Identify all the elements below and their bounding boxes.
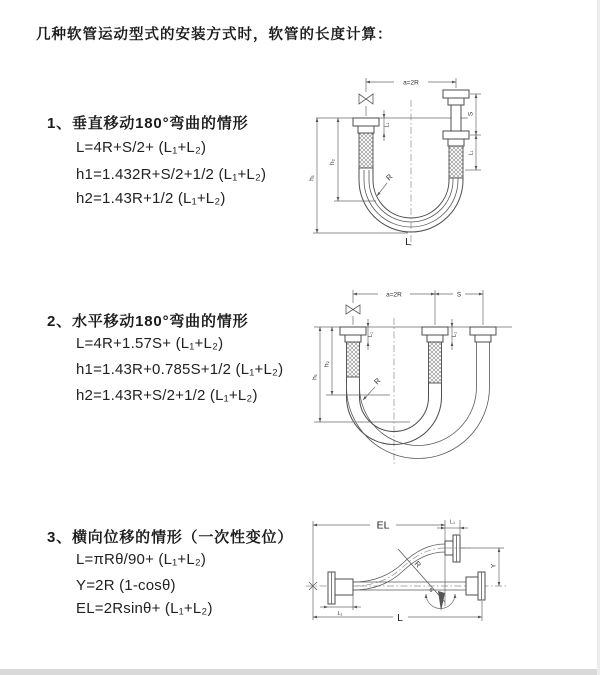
- scan-edge-bottom: [0, 669, 600, 675]
- dim-label-y: Y: [490, 563, 498, 569]
- radius-label: R: [412, 559, 423, 570]
- section-3-formula-Y: Y=2R (1-cosθ): [76, 577, 176, 594]
- page-title: 几种软管运动型式的安装方式时，软管的长度计算：: [36, 27, 393, 43]
- section-2-formula-L: L=4R+1.57S+ (L₁+L₂): [76, 335, 224, 352]
- section-3-formula-EL: EL=2Rsinθ+ (L₁+L₂): [76, 600, 213, 617]
- displaced-flange: [445, 535, 460, 562]
- section-1-formula-L: L=4R+S/2+ (L₁+L₂): [76, 139, 207, 156]
- dim-label-l1-top: L₁: [450, 519, 455, 526]
- dim-label-a2r: a=2R: [386, 291, 402, 299]
- angle-label: θ: [429, 588, 433, 594]
- moving-hose-end-pos1: [422, 327, 448, 383]
- dim-label-s: S: [467, 111, 475, 117]
- dim-label-s: S: [456, 291, 462, 299]
- valve-icon: [359, 94, 373, 104]
- radius-label: R: [384, 172, 395, 183]
- left-hose-end: [353, 118, 379, 168]
- length-label: L: [405, 236, 411, 248]
- valve-icon: [346, 305, 360, 314]
- dim-label-h2: h₂: [329, 158, 336, 166]
- section-3-formula-L: L=πRθ/90+ (L₁+L₂): [76, 551, 207, 568]
- fixed-hose-end: [340, 327, 366, 377]
- dim-label-h1: h₁: [308, 175, 316, 181]
- dim-label-el: EL: [376, 519, 390, 532]
- section-2-formula-h2: h2=1.43R+S/2+1/2 (L₁+L₂): [76, 387, 258, 404]
- diagram-horizontal-180-bend: [306, 282, 566, 477]
- dim-label-h1: h₁: [311, 374, 319, 380]
- dim-label-l1-right: L₁: [468, 150, 475, 156]
- radius-label: R: [372, 376, 383, 387]
- dim-label-l1-left: L₁: [337, 611, 343, 617]
- dim-label-l: L: [397, 612, 403, 624]
- right-hose-end: [443, 90, 469, 178]
- moving-hose-end-pos2: [470, 327, 496, 342]
- section-3-heading: 3、横向位移的情形（一次性变位）: [47, 529, 294, 546]
- dim-label-l1-left: L₁: [384, 122, 391, 128]
- dim-label-a2r: a=2R: [403, 79, 419, 87]
- section-1-heading: 1、垂直移动180°弯曲的情形: [47, 115, 249, 132]
- section-2-heading: 2、水平移动180°弯曲的情形: [47, 313, 249, 330]
- hose-u-bend: [347, 342, 490, 458]
- fixed-flange: [328, 572, 353, 604]
- diagram-vertical-180-bend: [308, 70, 558, 255]
- diagram-lateral-displacement: [298, 494, 596, 654]
- section-2-formula-h1: h1=1.43R+0.785S+1/2 (L₁+L₂): [76, 361, 284, 378]
- section-1-formula-h2: h2=1.43R+1/2 (L₁+L₂): [76, 190, 226, 207]
- dim-label-l1-left: L₁: [368, 332, 374, 337]
- section-1-formula-h1: h1=1.432R+S/2+1/2 (L₁+L₂): [76, 166, 267, 183]
- dim-label-l1-mid: L₁: [452, 332, 458, 337]
- dim-label-h2: h₂: [323, 360, 331, 368]
